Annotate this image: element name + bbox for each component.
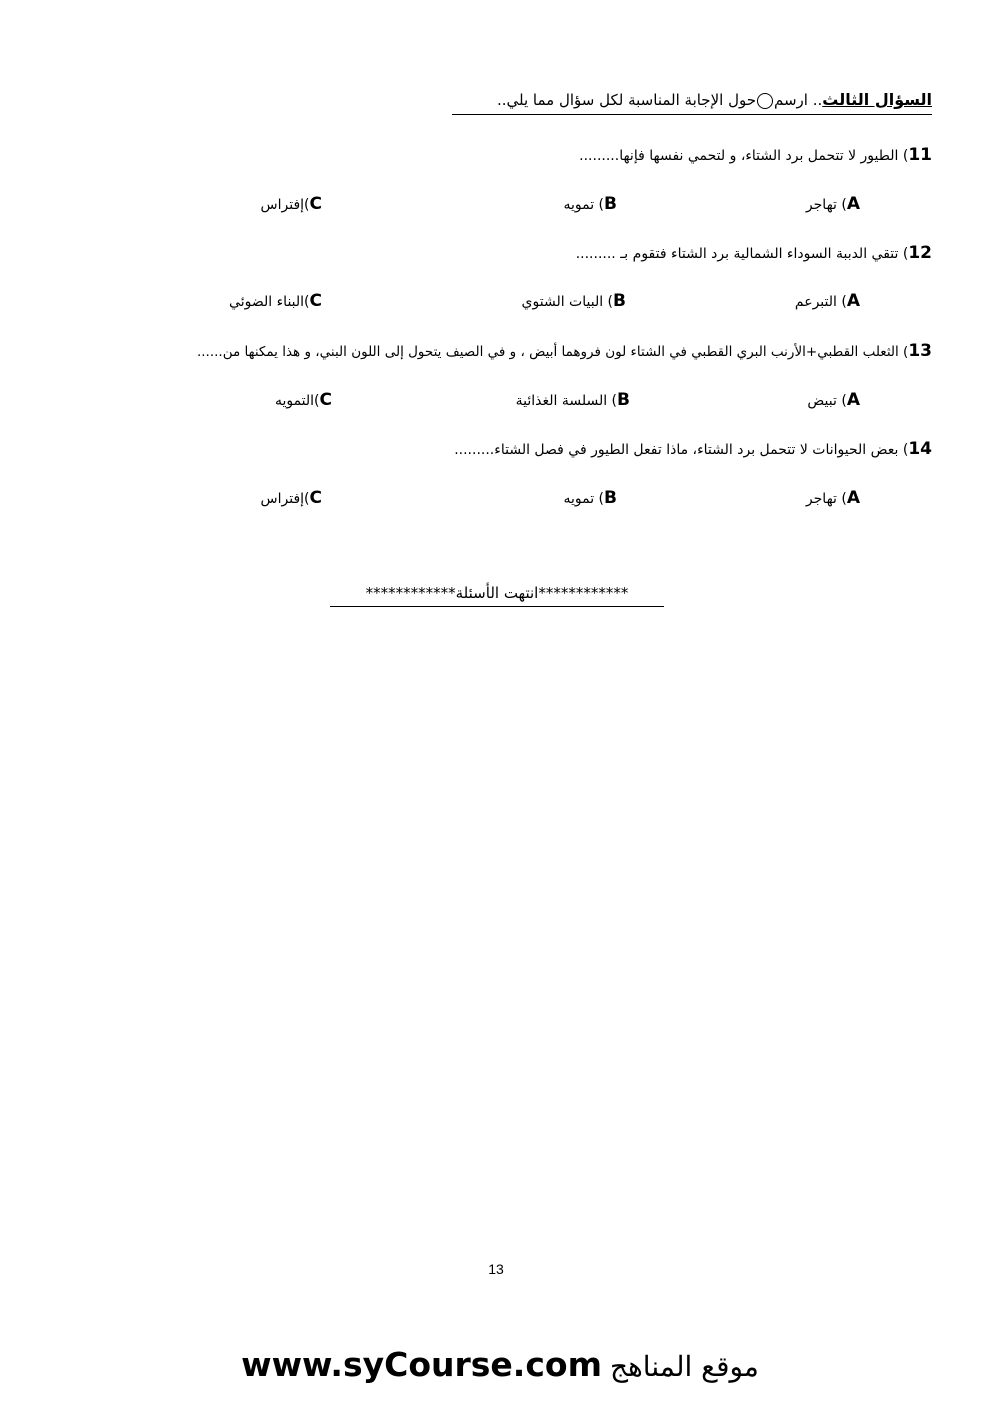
section-title: السؤال الثالث bbox=[822, 90, 932, 109]
option-text: ) البيات الشتوي bbox=[521, 294, 614, 310]
option-text: )التمويه bbox=[274, 393, 320, 409]
question-number: 11 bbox=[908, 145, 932, 165]
option-letter: C bbox=[309, 291, 322, 311]
instruction-before: .. ارسم bbox=[774, 91, 823, 109]
site-name: موقع المناهج bbox=[609, 1350, 759, 1383]
option-a[interactable] bbox=[806, 192, 860, 216]
option-c[interactable] bbox=[229, 289, 322, 313]
option-letter: C bbox=[309, 488, 322, 508]
instruction-after: حول الإجابة المناسبة لكل سؤال مما يلي.. bbox=[496, 91, 756, 109]
option-b[interactable] bbox=[516, 388, 630, 412]
end-of-questions: ************انتهت الأسئلة************ bbox=[330, 582, 664, 607]
option-text: ) تهاجر bbox=[805, 197, 847, 213]
option-text: ) السلسة الغذائية bbox=[515, 393, 618, 409]
option-letter: A bbox=[846, 390, 860, 410]
option-a[interactable] bbox=[807, 388, 860, 412]
page-number: 13 bbox=[488, 1261, 504, 1277]
question-text: ) الثعلب القطبي+الأرنب البري القطبي في الشتاء لون فروهما أبيض ، و في الصيف يتحول إلى اللون البني، و هذا يمكنها من...... bbox=[196, 344, 909, 360]
option-a[interactable] bbox=[795, 289, 860, 313]
option-text: ) تمويه bbox=[563, 197, 605, 213]
option-b[interactable] bbox=[563, 486, 617, 510]
footer-branding bbox=[200, 1340, 800, 1390]
question-text: ) تتقي الدببة السوداء الشمالية برد الشتاء فتقوم بـ ......... bbox=[575, 246, 909, 262]
question-number: 13 bbox=[908, 341, 932, 361]
option-letter: B bbox=[613, 291, 626, 311]
option-c[interactable] bbox=[261, 192, 322, 216]
option-text: )البناء الضوئي bbox=[229, 294, 310, 310]
option-letter: B bbox=[604, 488, 617, 508]
option-text: ) التبرعم bbox=[794, 294, 847, 310]
question-number: 14 bbox=[908, 439, 932, 459]
option-text: ) تبيض bbox=[807, 393, 847, 409]
question-text: ) بعض الحيوانات لا تتحمل برد الشتاء، ماذا تفعل الطيور في فصل الشتاء......... bbox=[454, 442, 909, 458]
question-14 bbox=[454, 437, 932, 461]
option-letter: A bbox=[846, 488, 860, 508]
circle-icon bbox=[757, 93, 773, 109]
option-c[interactable] bbox=[275, 388, 332, 412]
option-c[interactable] bbox=[261, 486, 322, 510]
option-text: ) تهاجر bbox=[805, 491, 847, 507]
option-letter: C bbox=[309, 194, 322, 214]
section-heading bbox=[452, 88, 932, 115]
site-url[interactable]: www.syCourse.com bbox=[241, 1345, 602, 1384]
option-letter: B bbox=[617, 390, 630, 410]
option-letter: A bbox=[846, 291, 860, 311]
question-13 bbox=[197, 339, 932, 363]
option-letter: C bbox=[319, 390, 332, 410]
question-12 bbox=[576, 241, 932, 265]
option-a[interactable] bbox=[806, 486, 860, 510]
option-letter: B bbox=[604, 194, 617, 214]
question-11 bbox=[579, 143, 932, 167]
option-text: )إفتراس bbox=[260, 197, 310, 213]
question-text: ) الطيور لا تتحمل برد الشتاء، و لتحمي نفسها فإنها......... bbox=[579, 148, 909, 164]
question-number: 12 bbox=[908, 243, 932, 263]
option-b[interactable] bbox=[522, 289, 626, 313]
option-letter: A bbox=[846, 194, 860, 214]
option-text: ) تمويه bbox=[563, 491, 605, 507]
option-b[interactable] bbox=[563, 192, 617, 216]
option-text: )إفتراس bbox=[260, 491, 310, 507]
